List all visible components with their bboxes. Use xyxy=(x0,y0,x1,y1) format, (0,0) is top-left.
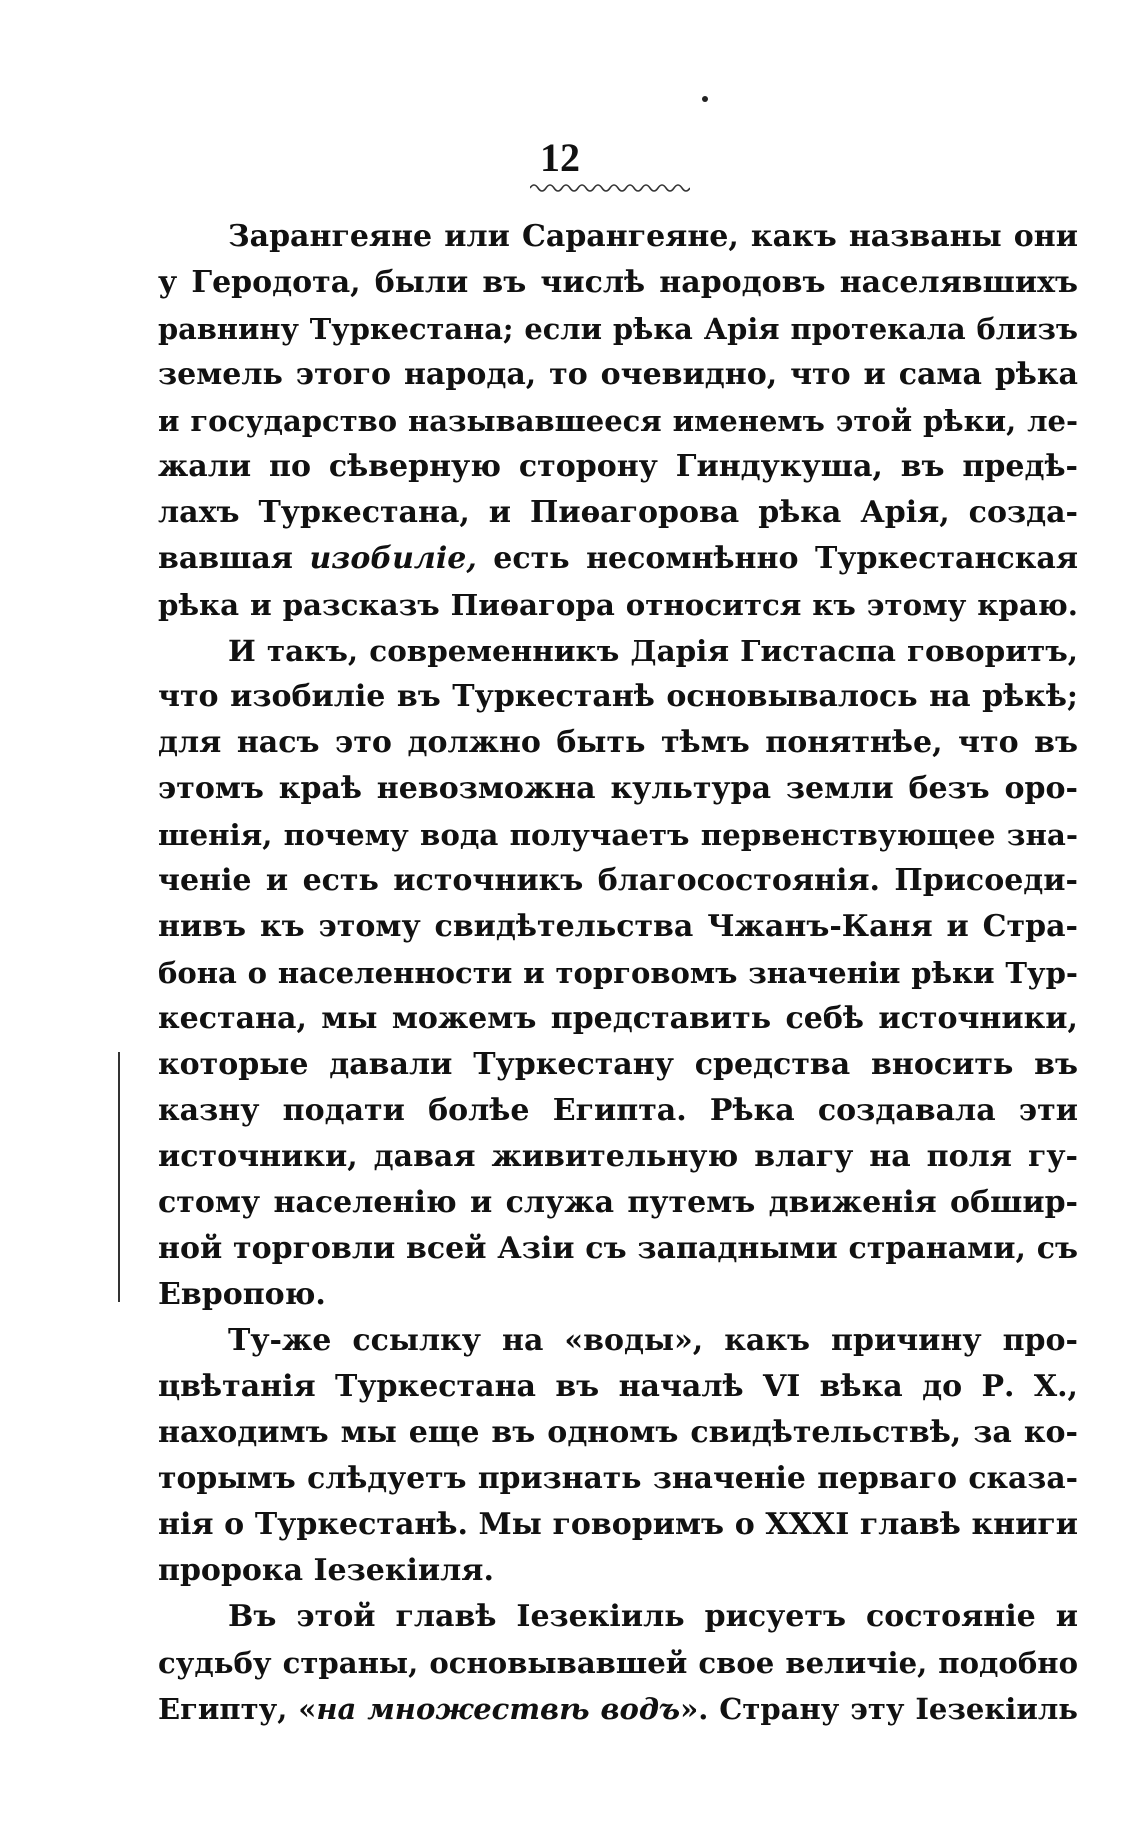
text-line: Въ этой главѣ Іезекіиль рисуетъ состояніе и xyxy=(228,1599,1078,1634)
text-line: жали по сѣверную сторону Гиндукуша, въ предѣ- xyxy=(158,449,1078,484)
page-number: 12 xyxy=(540,135,580,180)
text-line: у Геродота, были въ числѣ народовъ населявшихъ xyxy=(158,265,1078,300)
text-line: бона о населенности и торговомъ значеніи рѣки Тур- xyxy=(158,956,1078,990)
emphasis: изобиліе, xyxy=(309,541,477,576)
text-line: кестана, мы можемъ представить себѣ источники, xyxy=(158,1001,1078,1036)
text-line: цвѣтанія Туркестана въ началѣ VI вѣка до Р. Х., xyxy=(158,1369,1078,1404)
text-line: Ту-же ссылку на «воды», какъ причину про- xyxy=(228,1323,1078,1358)
text-line: вавшая изобиліе, есть несомнѣнно Туркестанская xyxy=(158,541,1078,576)
text-line: этомъ краѣ невозможна культура земли безъ оро- xyxy=(158,771,1078,806)
text-line: для насъ это должно быть тѣмъ понятнѣе, что въ xyxy=(158,725,1078,760)
text-line: торымъ слѣдуетъ признать значеніе перваго сказа- xyxy=(158,1461,1078,1496)
text-line: Египту, «на множествѣ водъ». Страну эту Іезекіиль xyxy=(158,1692,1078,1726)
text-line: Европою. xyxy=(158,1277,326,1312)
text-line: находимъ мы еще въ одномъ свидѣтельствѣ, за ко- xyxy=(158,1415,1078,1450)
text-line: рѣка и разсказъ Пиѳагора относится къ этому краю. xyxy=(158,588,1078,622)
text-line: шенія, почему вода получаетъ первенствующее зна- xyxy=(158,818,1078,852)
wavy-rule-ornament xyxy=(530,180,690,192)
body-text xyxy=(158,214,1078,1732)
text-line: равнину Туркестана; если рѣка Арія протекала близъ xyxy=(158,312,1078,346)
text-line: что изобиліе въ Туркестанѣ основывалось на рѣкѣ; xyxy=(158,679,1078,714)
text-line: земель этого народа, то очевидно, что и сама рѣка xyxy=(158,357,1078,392)
emphasis: на множествѣ водъ xyxy=(316,1692,681,1726)
text-line: пророка Іезекіиля. xyxy=(158,1553,494,1588)
text-line: Зарангеяне или Сарангеяне, какъ названы они xyxy=(228,219,1078,254)
text-line: судьбу страны, основывавшей свое величіе, подобно xyxy=(158,1646,1078,1680)
text-line: нивъ къ этому свидѣтельства Чжанъ-Каня и Стра- xyxy=(158,909,1078,944)
text-line: казну подати болѣе Египта. Рѣка создавала эти xyxy=(158,1093,1078,1128)
text-line: ченіе и есть источникъ благосостоянія. Присоеди- xyxy=(158,863,1078,898)
text-line: лахъ Туркестана, и Пиѳагорова рѣка Арія, созда- xyxy=(158,495,1078,530)
specks xyxy=(702,96,708,102)
text-line: источники, давая живительную влагу на поля гу- xyxy=(158,1139,1078,1174)
text-line: И такъ, современникъ Дарія Гистаспа говоритъ, xyxy=(228,633,1078,668)
margin-line xyxy=(118,1052,120,1302)
text-line: стому населенію и служа путемъ движенія обшир- xyxy=(158,1185,1078,1220)
text-line: которые давали Туркестану средства вносить въ xyxy=(158,1047,1078,1082)
text-line: ной торговли всей Азіи съ западными странами, съ xyxy=(158,1231,1078,1266)
text-line: нія о Туркестанѣ. Мы говоримъ о XXXI главѣ книги xyxy=(158,1507,1078,1542)
text-line: и государство называвшееся именемъ этой рѣки, ле- xyxy=(158,404,1078,438)
